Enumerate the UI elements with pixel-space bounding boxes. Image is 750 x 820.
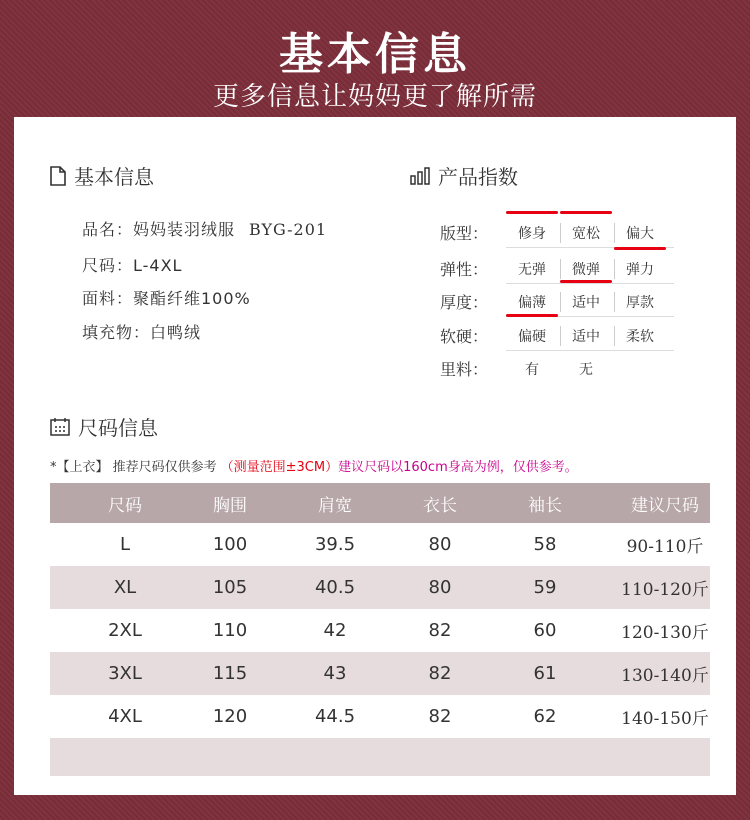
info-model-code: BYG-201 bbox=[249, 220, 328, 239]
table-cell: 58 bbox=[533, 534, 557, 555]
col-header: 衣长 bbox=[423, 495, 457, 516]
index-option: 柔软 bbox=[626, 329, 654, 345]
index-selected-marker bbox=[506, 314, 558, 317]
index-option: 偏硬 bbox=[518, 329, 546, 345]
index-option: 修身 bbox=[518, 226, 546, 242]
table-cell: 105 bbox=[212, 577, 248, 598]
info-card bbox=[14, 117, 736, 795]
table-cell: 60 bbox=[533, 620, 557, 641]
index-option: 适中 bbox=[572, 295, 600, 311]
size-info-heading-text: 尺码信息 bbox=[78, 416, 158, 440]
calendar-grid-icon bbox=[50, 418, 70, 436]
table-cell: 110 bbox=[212, 620, 248, 641]
index-option: 厚款 bbox=[626, 295, 654, 311]
table-cell: 115 bbox=[212, 663, 248, 684]
page-subtitle: 更多信息让妈妈更了解所需 bbox=[212, 82, 537, 112]
info-row-fabric: 面料：聚酯纤维100% bbox=[82, 289, 251, 308]
info-row-filling: 填充物：白鸭绒 bbox=[82, 323, 202, 342]
size-table-footer-row bbox=[50, 738, 710, 776]
table-cell: 2XL bbox=[108, 620, 142, 641]
product-index-heading-text: 产品指数 bbox=[438, 165, 518, 189]
index-option: 无 bbox=[579, 362, 593, 378]
table-cell: 3XL bbox=[108, 663, 142, 684]
table-cell: 42 bbox=[323, 620, 347, 641]
size-table-header bbox=[50, 483, 710, 523]
size-table bbox=[50, 483, 710, 776]
index-option: 微弹 bbox=[572, 262, 600, 278]
table-row bbox=[50, 609, 710, 652]
info-row-size: 尺码：L-4XL bbox=[82, 256, 183, 275]
table-cell: 100 bbox=[212, 534, 248, 555]
size-info-heading bbox=[50, 412, 158, 441]
table-cell: 82 bbox=[428, 706, 452, 727]
col-header: 尺码 bbox=[108, 495, 142, 516]
table-cell: 43 bbox=[323, 663, 347, 684]
table-cell: 80 bbox=[428, 577, 452, 598]
table-cell: 82 bbox=[428, 620, 452, 641]
col-header: 建议尺码 bbox=[631, 495, 699, 516]
table-cell: L bbox=[119, 534, 131, 555]
table-cell: 44.5 bbox=[314, 706, 356, 727]
index-row-label: 里料： bbox=[440, 360, 489, 379]
index-option: 偏薄 bbox=[518, 295, 546, 311]
table-row bbox=[50, 566, 710, 609]
size-note-range: （测量范围±3CM） bbox=[220, 460, 339, 475]
index-option: 偏大 bbox=[626, 226, 654, 242]
table-row bbox=[50, 652, 710, 695]
basic-info-heading-text: 基本信息 bbox=[74, 165, 154, 189]
index-selected-marker bbox=[560, 211, 612, 214]
index-selected-marker bbox=[560, 280, 612, 283]
col-header: 袖长 bbox=[528, 495, 562, 516]
col-header: 胸围 bbox=[213, 495, 247, 516]
table-cell: 40.5 bbox=[314, 577, 356, 598]
table-cell: 82 bbox=[428, 663, 452, 684]
index-option: 无弹 bbox=[518, 262, 546, 278]
table-cell: 110-120斤 bbox=[621, 580, 709, 600]
index-option: 弹力 bbox=[626, 262, 654, 278]
table-cell: 90-110斤 bbox=[626, 537, 704, 557]
info-name-label: 品名：妈妈装羽绒服 bbox=[82, 220, 236, 239]
index-selected-marker bbox=[506, 211, 558, 214]
table-cell: 120-130斤 bbox=[621, 623, 709, 643]
index-option: 适中 bbox=[572, 329, 600, 345]
table-cell: 4XL bbox=[108, 706, 142, 727]
size-note bbox=[50, 456, 578, 475]
table-cell: 120 bbox=[212, 706, 248, 727]
bar-chart-icon bbox=[410, 167, 430, 185]
table-row bbox=[50, 695, 710, 738]
table-cell: 80 bbox=[428, 534, 452, 555]
index-row-label: 弹性： bbox=[440, 260, 489, 279]
index-option: 宽松 bbox=[572, 226, 600, 242]
table-cell: 59 bbox=[533, 577, 557, 598]
index-row-label: 厚度： bbox=[440, 293, 489, 312]
index-option: 有 bbox=[525, 362, 539, 378]
table-cell: 62 bbox=[533, 706, 557, 727]
table-cell: 140-150斤 bbox=[621, 709, 709, 729]
index-row-label: 版型： bbox=[440, 224, 489, 243]
table-cell: 130-140斤 bbox=[621, 666, 709, 686]
size-table-body bbox=[50, 523, 710, 738]
size-note-height: 建议尺码以160cm身高为例，仅供参考。 bbox=[338, 460, 578, 475]
table-row bbox=[50, 523, 710, 566]
index-selected-marker bbox=[614, 247, 666, 250]
table-cell: 39.5 bbox=[314, 534, 356, 555]
size-note-main: *【上衣】 推荐尺码仅供参考 bbox=[50, 460, 217, 475]
info-row-name bbox=[82, 217, 327, 240]
document-icon bbox=[50, 166, 66, 186]
index-row-label: 软硬： bbox=[440, 327, 489, 346]
page-title: 基本信息 bbox=[279, 29, 471, 80]
col-header: 肩宽 bbox=[318, 495, 352, 516]
table-cell: 61 bbox=[533, 663, 557, 684]
basic-info-heading bbox=[50, 161, 154, 190]
table-cell: XL bbox=[113, 577, 137, 598]
product-index-heading bbox=[410, 161, 518, 190]
